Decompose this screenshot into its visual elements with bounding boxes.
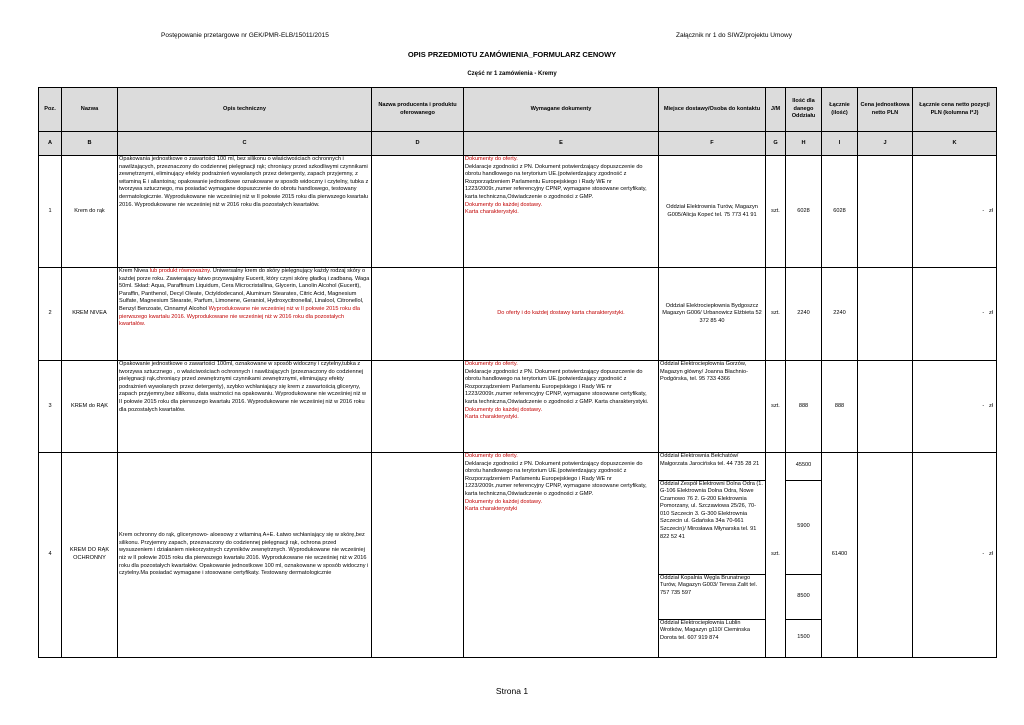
row-total-price xyxy=(913,453,997,658)
row-poz: 2 xyxy=(39,268,62,361)
row-quantity: 888 xyxy=(786,361,822,453)
col-letter: D xyxy=(372,132,464,156)
row-unit: szt. xyxy=(766,156,786,268)
table-row xyxy=(39,453,997,658)
col-letter: E xyxy=(464,132,659,156)
table-row xyxy=(39,156,997,268)
currency: zł xyxy=(988,207,993,214)
docs-list: Deklaracje zgodności z PN. Dokument potwierdzający dopuszczenie do obrotu handlowego na terytorium UE.(potwierdzający zgodność z Rozporządzeniem Parlamentu Europejskiego i Rady WE nr 1223/2009r.,numer referencyjny CPNP, wymagane stosowane certyfikaty, karta techniczna,Oświadczenie o zgodności z GMP. xyxy=(465,163,647,200)
docs-delivery-label: Dokumenty do każdej dostawy. xyxy=(465,201,543,208)
document-subtitle: Część nr 1 zamówienia - Kremy xyxy=(467,71,557,77)
header-tender-number: Postępowanie przetargowe nr GEK/PMR-ELB/15011/2015 xyxy=(161,32,329,39)
table-row xyxy=(39,268,997,361)
row-producer-cell[interactable] xyxy=(372,268,464,361)
row-description: Opakowania jednostkowe o zawartości 100 ml, bez silikonu o właściwościach ochronnych i nawilżających, przeznaczony do codziennej pielęgnacji rąk; chroniący przed szkodliwymi czynnikami zewnętrznymi, eliminujący efekty podrażnień wywołanych przez detergenty, zapach przyjemny, z witaminą E i allantoiną; opakowanie jednostkowe oznakowane w sposób widoczny i czytelny, tubka z tworzywa sztucznego, ma posiadać wymagane dopuszczenie do obrotu handlowego, testowany dermatologicznie. Wyprodukowane nie wcześniej niż w II połowie 2015 roku dla pierwszego kwartału 2016. Wyprodukowane nie wcześniej niż w 2016 roku dla pozostałych kwartałów. xyxy=(118,156,372,268)
row-total-quantity: 61400 xyxy=(822,453,858,658)
quantities-list xyxy=(786,453,821,657)
row-name: KREM NIVEA xyxy=(62,268,118,361)
row-delivery-places xyxy=(659,453,766,658)
column-header-row xyxy=(39,88,997,132)
delivery-place: Oddział Elektrociepłownia Lublin Wrotków, Magazyn g110/ Cieminska Dorota tel. 607 919 874 xyxy=(660,619,750,641)
col-letter: G xyxy=(766,132,786,156)
row-documents xyxy=(464,453,659,658)
col-header-unit-price: Cena jednostkowa netto PLN xyxy=(858,88,913,132)
row-delivery-place: Oddział Elektrownia Turów, Magazyn G005/Alicja Kopeć tel. 75 773 41 91 xyxy=(659,156,766,268)
row-total-quantity: 6028 xyxy=(822,156,858,268)
col-letter: C xyxy=(118,132,372,156)
col-letter: A xyxy=(39,132,62,156)
col-header-quantity: Ilość dla danego Oddziału xyxy=(786,88,822,132)
row-total-quantity: 888 xyxy=(822,361,858,453)
row-quantity: 5900 xyxy=(786,480,821,574)
row-quantity: 1500 xyxy=(797,634,810,641)
delivery-place: Oddział Elektrownia Bełchatów/ Małgorzata Jarocińska tel. 44 735 28 21 xyxy=(659,453,765,480)
row-total-price xyxy=(913,268,997,361)
docs-offer-label: Dokumenty do oferty. xyxy=(465,156,518,162)
docs-offer-label: Dokumenty do oferty. xyxy=(465,453,518,459)
row-description xyxy=(118,268,372,361)
row-name: KREM do RĄK xyxy=(62,361,118,453)
row-description: Opakowanie jednostkowe o zawartości 100ml, oznakowane w sposób widoczny i czytelny,tubka z tworzywa sztucznego , o właściwościach ochronnych i nawilżających (przeznaczony do codziennej pielęgnacji rąk,chroniący przed zewnętrznymi czynnikami zewnętrznymi, eliminujący efekty podrażnień wywołanych przez detergenty), szybko wchłaniający się krem z zawartością gliceryny, zapach przyjemny,bez silikonu, data ważności na opakowaniu. Wyprodukowane nie wcześniej niż w II połowie 2015 roku dla pierwszego kwartału 2016. Wyprodukowane nie wcześniej niż w 2016 roku dla pozostałych kwartałów. xyxy=(118,361,372,453)
row-producer-cell[interactable] xyxy=(372,156,464,268)
row-unit: szt. xyxy=(766,453,786,658)
col-letter: I xyxy=(822,132,858,156)
row-documents xyxy=(464,361,659,453)
price-value: - xyxy=(982,310,985,317)
docs-delivery-label: Dokumenty do każdej dostawy. xyxy=(465,498,543,505)
delivery-place: Oddział Zespół Elektrowni Dolna Odra (1. G-106 Elektrownia Dolna Odra, Nowe Czarnowo 76 2. G-200 Elektrownia Pomorzany, ul. Szczawiowa 25/26, 70-010 Szczecin 3. G-300 Elektrownia Szczecin ul. Gdańska 34a 70-661 Szczecin)/ Mirosława Młynarska tel. 91 822 52 41 xyxy=(659,480,765,574)
row-producer-cell[interactable] xyxy=(372,361,464,453)
row-unit-price-cell[interactable] xyxy=(858,156,913,268)
col-letter: H xyxy=(786,132,822,156)
docs-safety-sheet: Karta charakterystyki. xyxy=(465,209,519,216)
col-header-delivery-place: Miejsce dostawy/Osoba do kontaktu xyxy=(659,88,766,132)
col-header-name: Nazwa xyxy=(62,88,118,132)
docs-delivery-label: Dokumenty do każdej dostawy. xyxy=(465,406,543,413)
document-title: OPIS PRZEDMIOTU ZAMÓWIENIA_FORMULARZ CENOWY xyxy=(407,50,617,59)
row-unit-price-cell[interactable] xyxy=(858,361,913,453)
docs-list: Deklaracje zgodności z PN. Dokument potwierdzający dopuszczenie do obrotu handlowego na terytorium UE.(potwierdzający zgodność z Rozporządzeniem Parlamentu Europejskiego i Rady WE nr 1223/2009r.,numer referencyjny CPNP, wymagane stosowane certyfikaty, karta techniczna,Oświadczenie o zgodności z GMP. xyxy=(465,460,647,497)
row-quantity: 45500 xyxy=(786,453,821,480)
row-delivery-place: Oddział Elektrociepłownia Gorzów, Magazyn główny/ Joanna Błachnio-Podgórska, tel. 95 733 4366 xyxy=(659,361,766,453)
price-value: - xyxy=(982,551,985,558)
header-attachment: Załącznik nr 1 do SIWZ/projektu Umowy xyxy=(676,32,792,39)
row-quantity: 2240 xyxy=(786,268,822,361)
desc-equivalent-note: lub produkt równoważny xyxy=(149,268,210,274)
desc-part: . Uniwersalny krem do skóry pielęgnujący każdy rodzaj skóry o każdej porze roku. Zawierający łatwo przyswajalny Eucerit, który czyni skórę gładką i zadbaną. Waga 50ml. Skład: Aqua, Paraffinum Liquidum, Cera Microcristallina, Glycerin, Lanolin Alcohol (Eucerit), Paraffin, Panthenol, Decyl Oleate, Octyldodecanol, Aluminum Stearates, Citric Acid, Magnesium Sulfate, Magnesium Stearate, Parfum, Limonene, Geraniol, Hydroxycitronellal, Linalool, Citronellol, Benzyl Benzoate, Cinnamyl Alcohol xyxy=(119,268,370,312)
row-unit-price-cell[interactable] xyxy=(858,268,913,361)
row-total-price xyxy=(913,361,997,453)
row-poz: 1 xyxy=(39,156,62,268)
currency: zł xyxy=(988,310,993,317)
row-documents: Do oferty i do każdej dostawy karta charakterystyki. xyxy=(464,268,659,361)
desc-production-note: Wyprodukowane nie wcześniej niż w II połowie 2015 roku dla pierwszego kwartału 2016. Wyprodukowane nie wcześniej niż w 2016 roku dla pozostałych kwartałów. xyxy=(119,305,360,328)
currency: zł xyxy=(988,551,993,558)
col-letter: F xyxy=(659,132,766,156)
row-unit-price-cell[interactable] xyxy=(858,453,913,658)
docs-list: Deklaracje zgodności z PN. Dokument potwierdzający dopuszczenie do obrotu handlowego na terytorium UE.(potwierdzający zgodność z Rozporządzeniem Parlamentu Europejskiego i Rady WE nr 1223/2009r.,numer referencyjny CPNP, wymagane stosowane certyfikaty, karta techniczna,Oświadczenie o zgodności z GMP. Karta charakterystyki. xyxy=(465,368,649,405)
col-letter: B xyxy=(62,132,118,156)
row-quantity: 8500 xyxy=(786,574,821,619)
currency: zł xyxy=(988,402,993,409)
row-documents xyxy=(464,156,659,268)
price-value: - xyxy=(982,402,985,409)
row-quantity: 6028 xyxy=(786,156,822,268)
col-header-unit: J/M xyxy=(766,88,786,132)
row-delivery-place: Oddział Elektrociepłownia Bydgoszcz Magazyn G006/ Urbanowicz Elżbieta 52 372 85 40 xyxy=(659,268,766,361)
page-number: Strona 1 xyxy=(495,686,529,696)
row-unit: szt. xyxy=(766,361,786,453)
docs-safety-sheet: Karta charakterystyki xyxy=(465,506,518,513)
row-unit: szt. xyxy=(766,268,786,361)
col-header-producer: Nazwa producenta i produktu oferowanego xyxy=(372,88,464,132)
col-header-poz: Poz. xyxy=(39,88,62,132)
table-row xyxy=(39,361,997,453)
docs-offer-label: Dokumenty do oferty. xyxy=(465,361,518,367)
docs-safety-sheet: Karta charakterystyki. xyxy=(465,414,519,421)
row-description: Krem ochronny do rąk, glicerynowo- aloesowy z witaminą A+E. Łatwo wchłaniający się w skórę,bez silikonu. Przyjemny zapach, przeznaczony do codziennej pielęgnacji rąk, ochrona przed wysuszeniem i działaniem niekorzystnych czynników zewnętrznych. Wyprodukowane nie wcześniej niż w II połowie 2015 roku dla pierwszego kwartału 2016. Wyprodukowane nie wcześniej niż w 2016 roku dla pozostałych kwartałów. Opakowanie jednostkowe 100 ml, oznakowane w sposób widoczny i czytelny.Ma posiadać wymagane i stosowane certyfikaty. Testowany dermatologicznie xyxy=(118,453,372,658)
column-letter-row xyxy=(39,132,997,156)
row-poz: 3 xyxy=(39,361,62,453)
row-poz: 4 xyxy=(39,453,62,658)
delivery-place: Oddział Kopalnia Węgla Brunatnego Turów, Magazyn G003/ Teresa Zalit tel. 757 735 597 xyxy=(659,574,765,619)
col-letter: K xyxy=(913,132,997,156)
col-header-documents: Wymagane dokumenty xyxy=(464,88,659,132)
price-form-table xyxy=(38,87,997,658)
row-producer-cell[interactable] xyxy=(372,453,464,658)
col-header-total-price: Łącznie cena netto pozycji PLN (kolumna I*J) xyxy=(913,88,997,132)
delivery-places-list xyxy=(659,453,765,657)
col-letter: J xyxy=(858,132,913,156)
price-value: - xyxy=(982,207,985,214)
col-header-description: Opis techniczny xyxy=(118,88,372,132)
row-name: Krem do rąk xyxy=(62,156,118,268)
col-header-total-quantity: Łącznie (ilość) xyxy=(822,88,858,132)
row-total-quantity: 2240 xyxy=(822,268,858,361)
row-total-price xyxy=(913,156,997,268)
desc-part: Krem Nivea xyxy=(119,268,150,274)
row-quantities xyxy=(786,453,822,658)
row-name: KREM DO RĄK OCHRONNY xyxy=(62,453,118,658)
